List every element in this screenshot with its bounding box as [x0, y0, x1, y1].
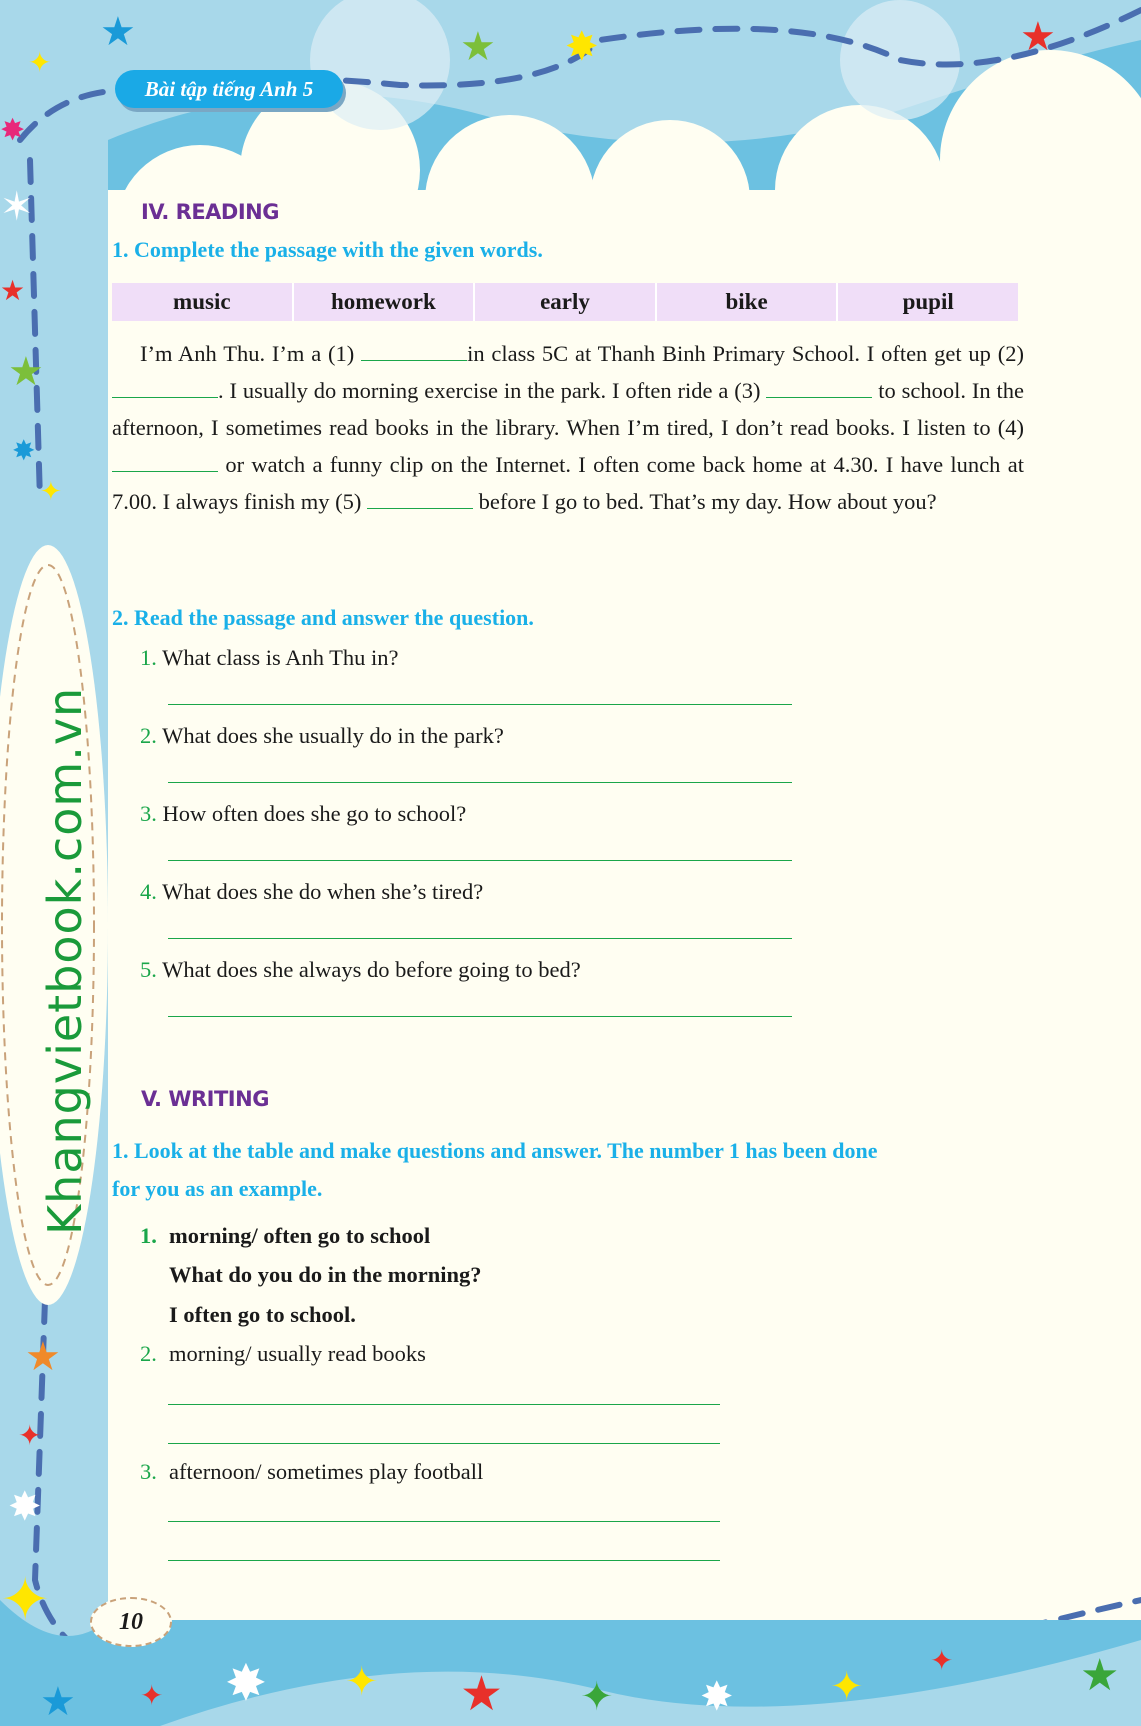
- svg-text:★: ★: [40, 1679, 76, 1725]
- question-1: [140, 645, 399, 671]
- blank-2[interactable]: [112, 396, 218, 398]
- reading-section-title: IV. READING: [141, 200, 279, 224]
- blank-3[interactable]: [766, 396, 872, 398]
- item-number: 3.: [140, 1459, 157, 1484]
- question-text: What does she do when she’s tired?: [162, 879, 484, 904]
- exercise2-instruction: 2. Read the passage and answer the question.: [112, 605, 534, 630]
- question-2: [140, 723, 504, 749]
- svg-text:✦: ✦: [18, 1419, 42, 1452]
- answer-line-1[interactable]: [168, 704, 792, 705]
- question-text: What does she usually do in the park?: [162, 723, 504, 748]
- question-text: How often does she go to school?: [162, 801, 467, 826]
- word-bank-item: early: [475, 283, 657, 321]
- writing-instruction-line1: 1. Look at the table and make questions and answer. The number 1 has been done: [112, 1138, 878, 1163]
- svg-text:✸: ✸: [8, 1484, 42, 1530]
- svg-text:✦: ✦: [28, 46, 52, 79]
- svg-text:✸: ✸: [225, 1654, 267, 1712]
- item-prompt: morning/ usually read books: [169, 1341, 426, 1366]
- word-bank-item: bike: [657, 283, 839, 321]
- passage-text: or watch a funny clip on the Internet. I often come back home at 4.30. I have lunch at 7.00. I always finish my (5): [112, 452, 1024, 514]
- question-number: 2.: [140, 723, 157, 748]
- blank-5[interactable]: [367, 507, 473, 509]
- writing-instruction-line2: for you as an example.: [112, 1176, 323, 1201]
- passage-text: before I go to bed. That’s my day. How about you?: [472, 489, 937, 514]
- exercise1-instruction: 1. Complete the passage with the given words.: [112, 237, 543, 262]
- item-prompt: morning/ often go to school: [169, 1223, 431, 1248]
- word-bank-item: homework: [294, 283, 476, 321]
- svg-text:✦: ✦: [140, 1679, 164, 1712]
- writing-line-2a[interactable]: [168, 1404, 720, 1405]
- passage-text: to school. In the afternoon, I sometimes read books in the library. When I’m tired, I don’t read books. I listen to (4): [112, 378, 1024, 440]
- passage-text: . I usually do morning exercise in the park. I often ride a (3): [218, 378, 767, 403]
- word-bank: [112, 283, 1018, 321]
- question-text: What does she always do before going to bed?: [162, 957, 581, 982]
- writing-item-1: [140, 1223, 430, 1249]
- svg-text:✸: ✸: [0, 113, 26, 148]
- blank-4[interactable]: [112, 470, 218, 472]
- svg-text:★: ★: [25, 1334, 61, 1380]
- answer-line-2[interactable]: [168, 782, 792, 783]
- answer-line-4[interactable]: [168, 938, 792, 939]
- svg-text:✦: ✦: [930, 1644, 954, 1677]
- watermark: Khangvietbook.com.vn: [38, 686, 92, 1235]
- svg-text:✦: ✦: [40, 477, 62, 507]
- answer-line-3[interactable]: [168, 860, 792, 861]
- svg-text:✦: ✦: [0, 1565, 51, 1635]
- word-bank-item: pupil: [902, 289, 954, 314]
- word-bank-item: music: [112, 283, 294, 321]
- writing-line-2b[interactable]: [168, 1443, 720, 1444]
- svg-text:★: ★: [8, 349, 44, 395]
- svg-text:✶: ✶: [0, 184, 34, 230]
- page-number: 10: [90, 1597, 172, 1647]
- svg-text:✸: ✸: [700, 1674, 734, 1720]
- svg-text:★: ★: [460, 1666, 504, 1722]
- question-3: [140, 801, 466, 827]
- svg-text:★: ★: [460, 24, 496, 70]
- example-answer: I often go to school.: [169, 1302, 356, 1327]
- passage-text: in class 5C at Thanh Binh Primary School. I often get up (2): [467, 341, 1024, 366]
- svg-text:★: ★: [1020, 14, 1056, 60]
- item-prompt: afternoon/ sometimes play football: [169, 1459, 484, 1484]
- writing-line-3a[interactable]: [168, 1521, 720, 1522]
- question-number: 1.: [140, 645, 157, 670]
- svg-text:★: ★: [100, 9, 136, 55]
- reading-passage: [112, 335, 1024, 520]
- blank-1[interactable]: [361, 359, 467, 361]
- svg-text:✸: ✸: [565, 24, 599, 70]
- example-question: What do you do in the morning?: [169, 1262, 482, 1287]
- item-number: 2.: [140, 1341, 157, 1366]
- question-number: 5.: [140, 957, 157, 982]
- passage-text: I’m Anh Thu. I’m a (1): [140, 341, 362, 366]
- svg-text:✦: ✦: [580, 1674, 614, 1720]
- answer-line-5[interactable]: [168, 1016, 792, 1017]
- question-4: [140, 879, 483, 905]
- question-number: 4.: [140, 879, 157, 904]
- writing-line-3b[interactable]: [168, 1560, 720, 1561]
- book-title-badge: Bài tập tiếng Anh 5: [115, 70, 343, 108]
- question-5: [140, 957, 581, 983]
- svg-text:✸: ✸: [12, 434, 36, 467]
- svg-text:✦: ✦: [345, 1659, 379, 1705]
- question-text: What class is Anh Thu in?: [162, 645, 399, 670]
- svg-text:★: ★: [0, 274, 26, 307]
- question-number: 3.: [140, 801, 157, 826]
- svg-text:✦: ✦: [830, 1664, 864, 1710]
- writing-item-2: [140, 1341, 426, 1367]
- writing-section-title: V. WRITING: [141, 1087, 269, 1111]
- item-number: 1.: [140, 1223, 157, 1248]
- svg-text:★: ★: [1080, 1650, 1120, 1701]
- writing-item-3: [140, 1459, 483, 1485]
